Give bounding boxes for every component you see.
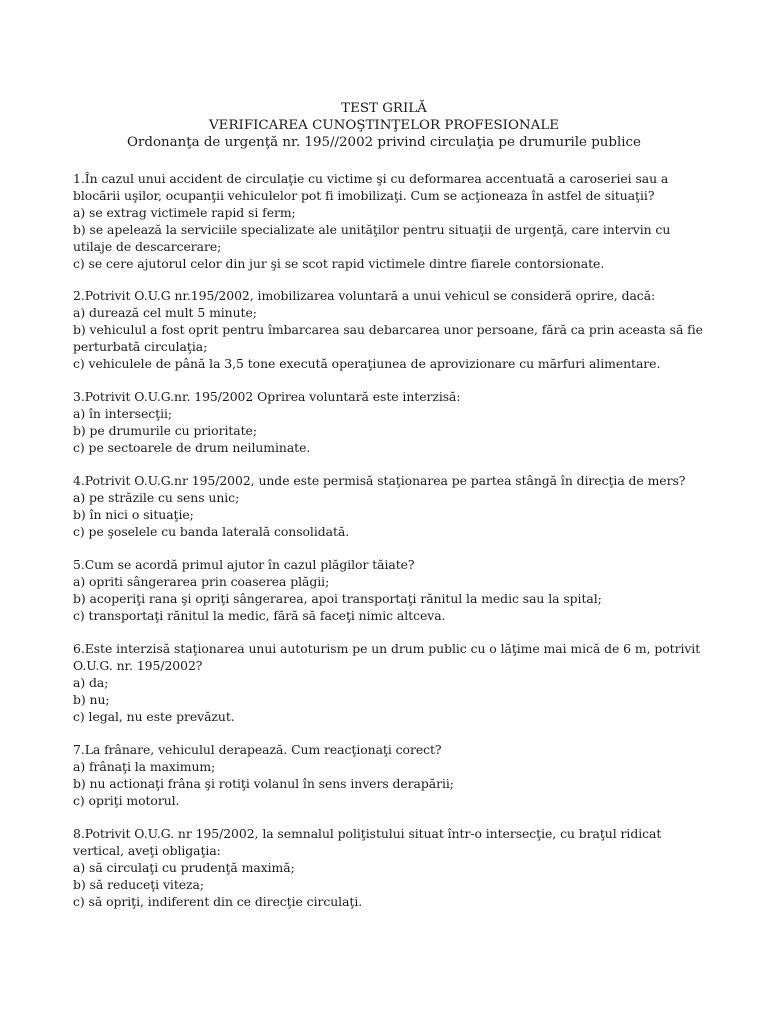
question-6-option-b: b) nu; (73, 692, 110, 707)
question-4-option-b: b) în nici o situaţie; (73, 507, 194, 522)
question-4 (73, 472, 693, 540)
question-3-option-a: a) în intersecţii; (73, 406, 173, 421)
question-3 (73, 388, 693, 456)
question-7-option-c: c) opriţi motorul. (73, 793, 180, 808)
question-7-option-b: b) nu actionaţi frâna şi rotiţi volanul în sens invers derapării; (73, 776, 454, 791)
question-7-option-a: a) frânaţi la maximum; (73, 759, 216, 774)
question-8-text-line-2: vertical, aveţi obligaţia: (73, 843, 221, 858)
question-3-option-c: c) pe sectoarele de drum neiluminate. (73, 440, 311, 455)
question-2-text-line-1: 2.Potrivit O.U.G nr.195/2002, imobilizarea voluntară a unui vehicul se consideră oprire, dacă: (73, 288, 656, 303)
question-6-option-c: c) legal, nu este prevăzut. (73, 709, 235, 724)
question-1-option-b-cont: utilaje de descarcerare; (73, 239, 222, 254)
question-5 (73, 556, 693, 624)
document-reference: Ordonanţa de urgenţă nr. 195//2002 privind circulaţia pe drumurile publice (127, 135, 641, 150)
document-header (0, 100, 768, 151)
question-6-text-line-2: O.U.G. nr. 195/2002? (73, 658, 203, 673)
document-title: TEST GRILĂ (341, 101, 427, 116)
question-5-option-a: a) opriti sângerarea prin coaserea plăgii; (73, 574, 330, 589)
question-4-option-a: a) pe străzile cu sens unic; (73, 490, 240, 505)
question-6-option-a: a) da; (73, 675, 109, 690)
question-4-text-line-1: 4.Potrivit O.U.G.nr 195/2002, unde este permisă staţionarea pe partea stângă în direcţia de mers? (73, 473, 686, 488)
question-1-text-line-1: 1.În cazul unui accident de circulaţie cu victime şi cu deformarea accentuată a caroseriei sau a (73, 171, 669, 186)
question-4-option-c: c) pe şoselele cu banda laterală consolidată. (73, 524, 350, 539)
question-2-option-a: a) durează cel mult 5 minute; (73, 305, 257, 320)
question-2-option-c: c) vehiculele de până la 3,5 tone execută operaţiunea de aprovizionare cu mărfuri alimentare. (73, 356, 661, 371)
document-subtitle: VERIFICAREA CUNOŞTINŢELOR PROFESIONALE (209, 118, 559, 133)
question-8-option-b: b) să reduceţi viteza; (73, 877, 204, 892)
question-2-option-b-cont: perturbată circulaţia; (73, 339, 208, 354)
question-7-text-line-1: 7.La frânare, vehiculul derapează. Cum reacţionaţi corect? (73, 742, 442, 757)
question-2-option-b: b) vehiculul a fost oprit pentru îmbarcarea sau debarcarea unor persoane, fără ca prin aceasta să fie (73, 322, 703, 337)
question-1-text-line-2: blocării uşilor, ocupanţii vehiculelor pot fi imobilizaţi. Cum se acţioneaza în astfel de situaţii? (73, 188, 655, 203)
question-1-option-c: c) se cere ajutorul celor din jur şi se scot rapid victimele dintre fiarele contorsionate. (73, 256, 605, 271)
question-1 (73, 170, 693, 272)
question-8-text-line-1: 8.Potrivit O.U.G. nr 195/2002, la semnalul poliţistului situat într-o intersecţie, cu braţul ridicat (73, 826, 662, 841)
question-3-text-line-1: 3.Potrivit O.U.G.nr. 195/2002 Oprirea voluntară este interzisă: (73, 389, 461, 404)
question-5-option-b: b) acoperiţi rana şi opriţi sângerarea, apoi transportaţi rănitul la medic sau la spital; (73, 591, 602, 606)
question-5-option-c: c) transportaţi rănitul la medic, fără să faceţi nimic altceva. (73, 608, 446, 623)
question-3-option-b: b) pe drumurile cu prioritate; (73, 423, 257, 438)
question-6 (73, 640, 701, 725)
question-5-text-line-1: 5.Cum se acordă primul ajutor în cazul plăgilor tăiate? (73, 557, 415, 572)
question-8-option-c: c) să opriţi, indiferent din ce direcţie circulaţi. (73, 894, 363, 909)
question-2 (73, 287, 703, 372)
question-1-option-a: a) se extrag victimele rapid si ferm; (73, 205, 296, 220)
question-6-text-line-1: 6.Este interzisă staţionarea unui autoturism pe un drum public cu o lăţime mai mică de 6 m, potrivit (73, 641, 701, 656)
question-8 (73, 825, 693, 910)
question-7 (73, 741, 693, 809)
question-1-option-b: b) se apelează la serviciile specializate ale unităţilor pentru situaţii de urgenţă, care intervin cu (73, 222, 671, 237)
question-8-option-a: a) să circulaţi cu prudenţă maximă; (73, 860, 295, 875)
